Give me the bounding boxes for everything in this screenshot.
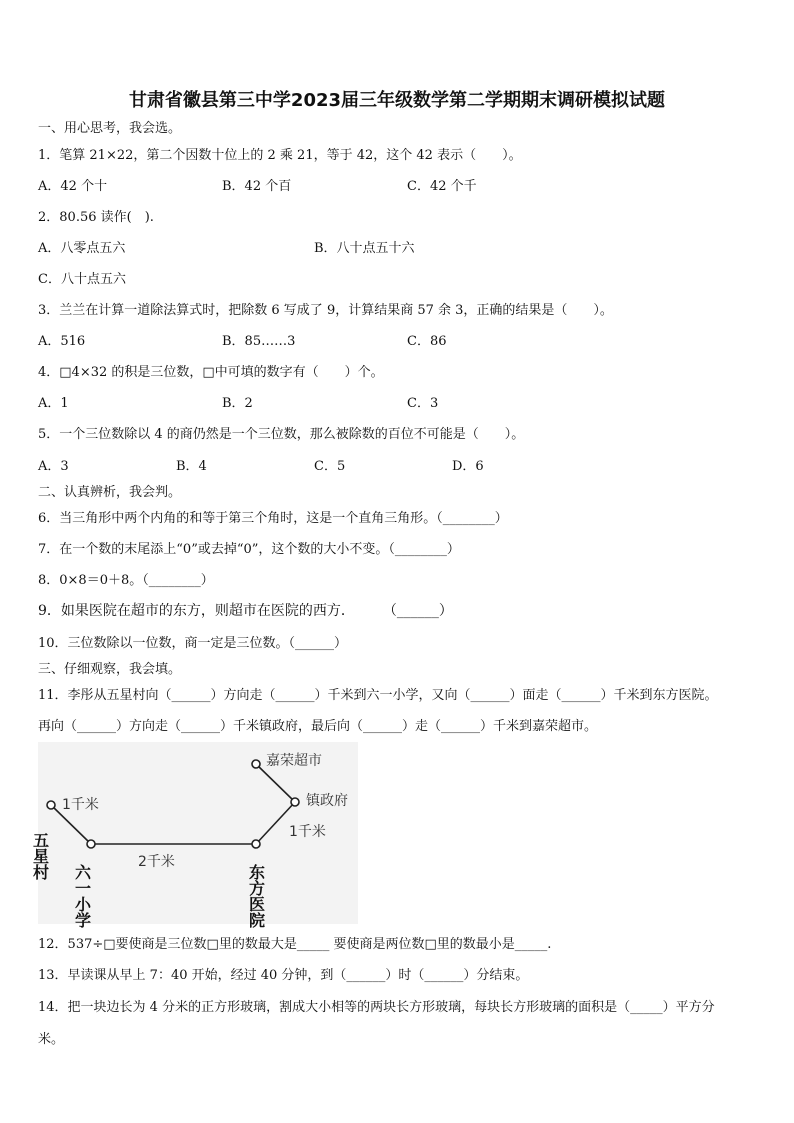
- question-6: 6．当三角形中两个内角的和等于第三个角时，这是一个直角三角形。（________）: [38, 511, 508, 526]
- q5-option-d: D．6: [452, 459, 484, 474]
- q4-option-a: A．1: [38, 396, 69, 411]
- section-heading-2: 二、认真辨析，我会判。: [38, 485, 182, 500]
- q4-option-b: B．2: [222, 396, 253, 411]
- q2-option-a: A．八零点五六: [38, 241, 126, 256]
- question-9: 9．如果医院在超市的东方，则超市在医院的西方． （______）: [38, 603, 453, 619]
- label-dist-2: 2千米: [138, 854, 175, 870]
- q4-option-c: C．3: [407, 396, 439, 411]
- question-13: 13．早读课从早上 7：40 开始，经过 40 分钟，到（______）时（______）分结束。: [38, 968, 529, 983]
- label-wuxingcun: 五星村: [30, 832, 50, 880]
- label-jiarong: 嘉荣超市: [266, 753, 322, 769]
- wuxingcun-point: [47, 801, 55, 809]
- label-zhenzhengfu: 镇政府: [306, 793, 348, 809]
- question-5: 5．一个三位数除以 4 的商仍然是一个三位数，那么被除数的百位不可能是（ ）。: [38, 427, 525, 442]
- question-8: 8．0×8＝0＋8。（________）: [38, 573, 214, 588]
- q1-option-a: A．42 个十: [38, 179, 108, 194]
- question-11-line-1: 11．李彤从五星村向（______）方向走（______）千米到六一小学，又向（______）面走（______）千米到东方医院。: [38, 688, 718, 703]
- label-dist-1: 1千米: [62, 797, 99, 813]
- q5-option-a: A．3: [38, 459, 69, 474]
- q1-option-b: B．42 个百: [222, 179, 292, 194]
- question-2: 2．80.56 读作( ).: [38, 210, 154, 225]
- question-4: 4．□4×32 的积是三位数，□中可填的数字有（ ）个。: [38, 365, 384, 380]
- question-12: 12．537÷□要使商是三位数□里的数最大是_____ 要使商是两位数□里的数最小是_____.: [38, 937, 552, 952]
- question-10: 10．三位数除以一位数，商一定是三位数。（______）: [38, 636, 348, 651]
- section-heading-1: 一、用心思考，我会选。: [38, 121, 182, 136]
- jiarong-point: [252, 760, 260, 768]
- question-7: 7．在一个数的末尾添上“0”或去掉“0”，这个数的大小不变。（________）: [38, 542, 460, 557]
- page-title: 甘肃省徽县第三中学2023届三年级数学第二学期期末调研模拟试题: [128, 90, 666, 111]
- label-liuyi: 六一小学: [72, 864, 92, 928]
- q3-option-c: C．86: [407, 334, 447, 349]
- dongfang-point: [252, 840, 260, 848]
- question-11-line-2: 再向（______）方向走（______）千米镇政府，最后向（______）走（______）千米到嘉荣超市。: [38, 719, 598, 734]
- liuyi-point: [87, 840, 95, 848]
- q1-option-c: C．42 个千: [407, 179, 477, 194]
- label-dongfang: 东方医院: [246, 864, 266, 928]
- question-14-line-1: 14．把一块边长为 4 分米的正方形玻璃，割成大小相等的两块长方形玻璃，每块长方形玻璃的面积是（_____）平方分: [38, 1000, 715, 1015]
- q5-option-b: B．4: [176, 459, 207, 474]
- q3-option-a: A．516: [38, 334, 86, 349]
- q5-option-c: C．5: [314, 459, 346, 474]
- q2-option-c: C．八十点五六: [38, 272, 126, 287]
- q2-option-b: B．八十点五十六: [314, 241, 415, 256]
- q3-option-b: B．85……3: [222, 334, 296, 349]
- question-1: 1．笔算 21×22，第二个因数十位上的 2 乘 21，等于 42，这个 42 表示（ ）。: [38, 148, 522, 163]
- route-map: [30, 742, 358, 928]
- label-dist-3: 1千米: [289, 824, 326, 840]
- question-3: 3．兰兰在计算一道除法算式时，把除数 6 写成了 9，计算结果商 57 余 3，正确的结果是（ ）。: [38, 303, 613, 318]
- question-14-line-2: 米。: [38, 1032, 65, 1047]
- section-heading-3: 三、仔细观察，我会填。: [38, 662, 182, 677]
- zhenzhengfu-point: [291, 798, 299, 806]
